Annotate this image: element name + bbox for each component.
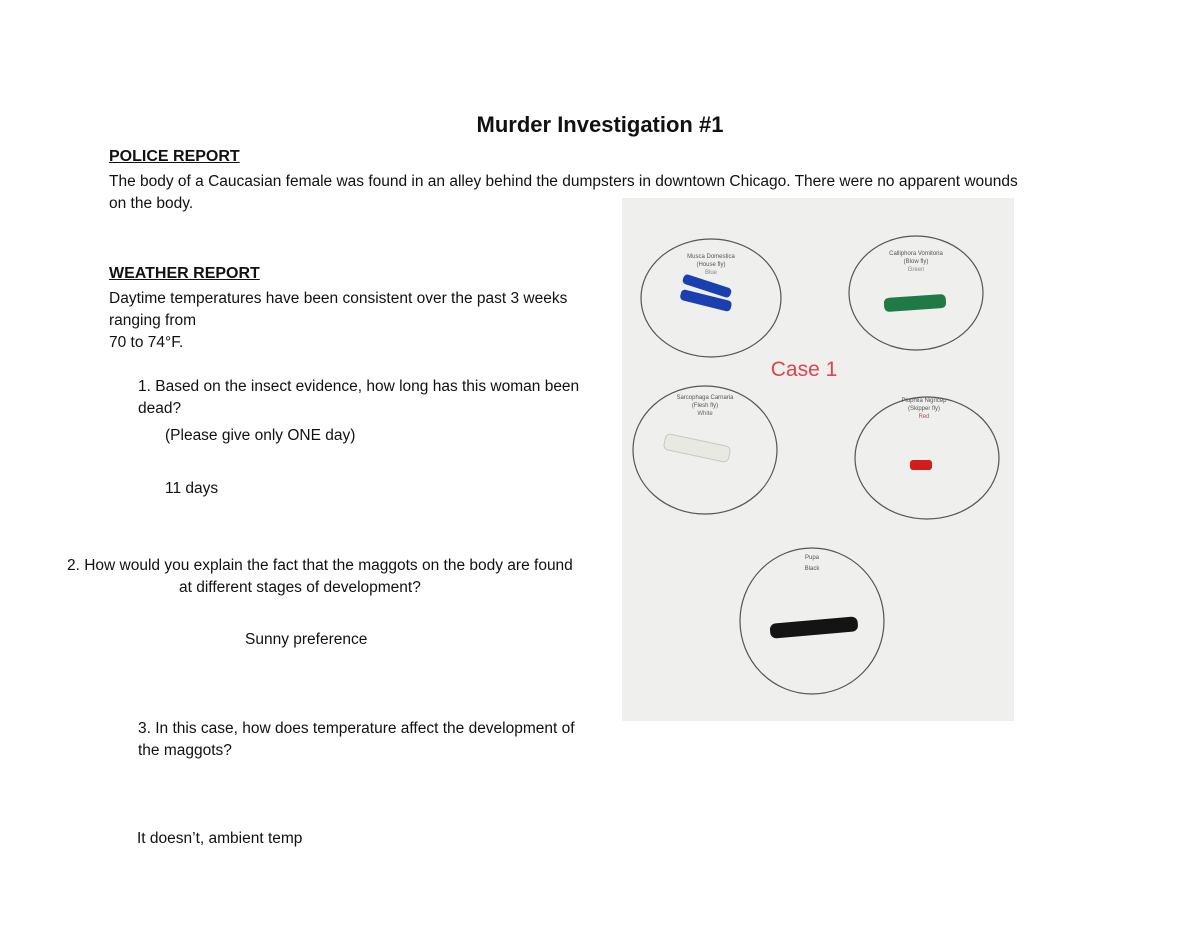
- question-2-line-2: at different stages of development?: [179, 579, 421, 596]
- photo-background: [622, 198, 1014, 721]
- weather-report-heading: WEATHER REPORT: [109, 265, 260, 282]
- question-2-answer: Sunny preference: [245, 631, 368, 648]
- weather-report-line-3: 70 to 74°F.: [109, 334, 184, 351]
- circle-blow-fly-label-3: Green: [907, 267, 925, 273]
- question-1-answer: 11 days: [165, 480, 219, 497]
- case-label: Case 1: [770, 358, 838, 381]
- circle-skipper-fly-label-3: Red: [918, 414, 930, 420]
- page-title: Murder Investigation #1: [476, 112, 724, 137]
- question-1-line-1: 1. Based on the insect evidence, how long has this woman been: [138, 378, 580, 395]
- question-1-note: (Please give only ONE day): [165, 427, 356, 444]
- weather-report-line-2: ranging from: [109, 312, 197, 329]
- circle-house-fly-label-3: Blue: [704, 270, 718, 276]
- circle-flesh-fly-label-3: White: [697, 411, 713, 417]
- circle-skipper-fly-label-2: (Skipper fly): [907, 406, 941, 412]
- red-marker: [910, 460, 932, 470]
- circle-pupa-label-1: Pupa: [804, 555, 820, 561]
- question-2-line-1: 2. How would you explain the fact that the maggots on the body are found: [67, 557, 573, 574]
- circle-house-fly-label-1: Musca Domestica: [687, 254, 735, 260]
- circle-house-fly-label-2: (House fly): [696, 262, 726, 268]
- police-report-heading: POLICE REPORT: [109, 148, 240, 165]
- circle-skipper-fly-label-1: Piophila Nigricep: [901, 398, 947, 404]
- insect-evidence-photo: [622, 198, 1014, 721]
- circle-blow-fly-label-2: (Blow fly): [903, 259, 929, 265]
- question-3-line-1: 3. In this case, how does temperature affect the development of: [138, 720, 575, 737]
- question-3-line-2: the maggots?: [138, 742, 232, 759]
- police-report-line-2: on the body.: [109, 195, 194, 212]
- circle-flesh-fly-label-2: (Flesh fly): [691, 403, 719, 409]
- insect-evidence-svg: [622, 198, 1014, 721]
- circle-pupa-label-2: Black: [804, 566, 820, 572]
- circle-flesh-fly-label-1: Sarcophaga Carnaria: [676, 395, 734, 401]
- weather-report-line-1: Daytime temperatures have been consistent over the past 3 weeks: [109, 290, 568, 307]
- police-report-line-1: The body of a Caucasian female was found in an alley behind the dumpsters in downtown Chicago. There were no apparent wounds: [109, 173, 1018, 190]
- question-1-line-2: dead?: [138, 400, 182, 417]
- circle-blow-fly-label-1: Calliphora Vomitoria: [889, 251, 943, 257]
- question-3-answer: It doesn’t, ambient temp: [137, 830, 303, 847]
